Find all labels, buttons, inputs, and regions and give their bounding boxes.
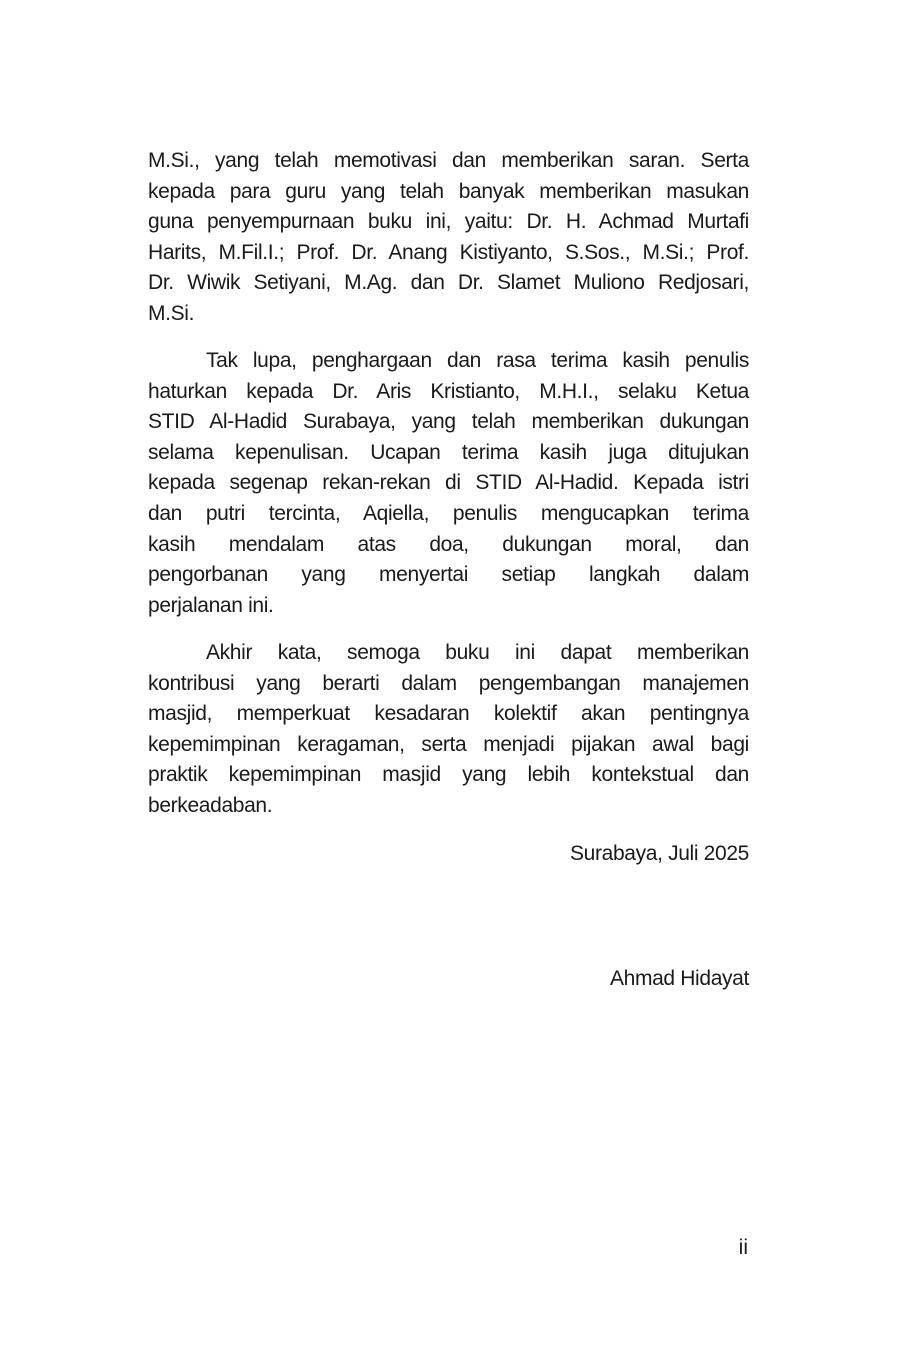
paragraph-acknowledgements-colleagues-family [148, 346, 749, 621]
text-line: M.Si., yang telah memotivasi dan memberikan saran. Serta [148, 149, 749, 172]
text-line: praktik kepemimpinan masjid yang lebih kontekstual dan [148, 763, 749, 787]
text-line: Harits, M.Fil.I.; Prof. Dr. Anang Kistiyanto, S.Sos., M.Si.; Prof. [148, 240, 749, 264]
text-line: kontribusi yang berarti dalam pengembangan manajemen [148, 671, 749, 695]
page-number: ii [738, 1236, 748, 1259]
preface-body [148, 146, 749, 821]
paragraph-closing [148, 638, 749, 822]
text-line: perjalanan ini. [148, 593, 274, 617]
place-date: Surabaya, Juli 2025 [570, 842, 749, 865]
text-line: M.Si. [148, 301, 195, 325]
text-line: guna penyempurnaan buku ini, yaitu: Dr. H. Achmad Murtafi [148, 210, 749, 234]
text-line: berkeadaban. [148, 793, 273, 817]
text-line: Dr. Wiwik Setiyani, M.Ag. dan Dr. Slamet Muliono Redjosari, [148, 271, 749, 295]
text-line: pengorbanan yang menyertai setiap langkah dalam [148, 563, 749, 587]
text-line: selama kepenulisan. Ucapan terima kasih juga ditujukan [148, 440, 749, 464]
text-line: kepada segenap rekan-rekan di STID Al-Hadid. Kepada istri [148, 471, 749, 495]
text-line: dan putri tercinta, Aqiella, penulis mengucapkan terima [148, 502, 749, 526]
text-line: masjid, memperkuat kesadaran kolektif akan pentingnya [148, 702, 749, 726]
text-line: Tak lupa, penghargaan dan rasa terima kasih penulis [206, 349, 749, 373]
author-signature-name: Ahmad Hidayat [609, 967, 749, 990]
text-line: haturkan kepada Dr. Aris Kristianto, M.H.I., selaku Ketua [148, 379, 749, 403]
paragraph-acknowledgements-teachers [148, 146, 749, 330]
text-line: STID Al-Hadid Surabaya, yang telah memberikan dukungan [148, 410, 749, 434]
text-line: Akhir kata, semoga buku ini dapat memberikan [206, 640, 749, 664]
text-line: kepemimpinan keragaman, serta menjadi pijakan awal bagi [148, 732, 749, 756]
text-line: kepada para guru yang telah banyak memberikan masukan [148, 179, 749, 203]
text-line: kasih mendalam atas doa, dukungan moral, dan [148, 532, 749, 556]
